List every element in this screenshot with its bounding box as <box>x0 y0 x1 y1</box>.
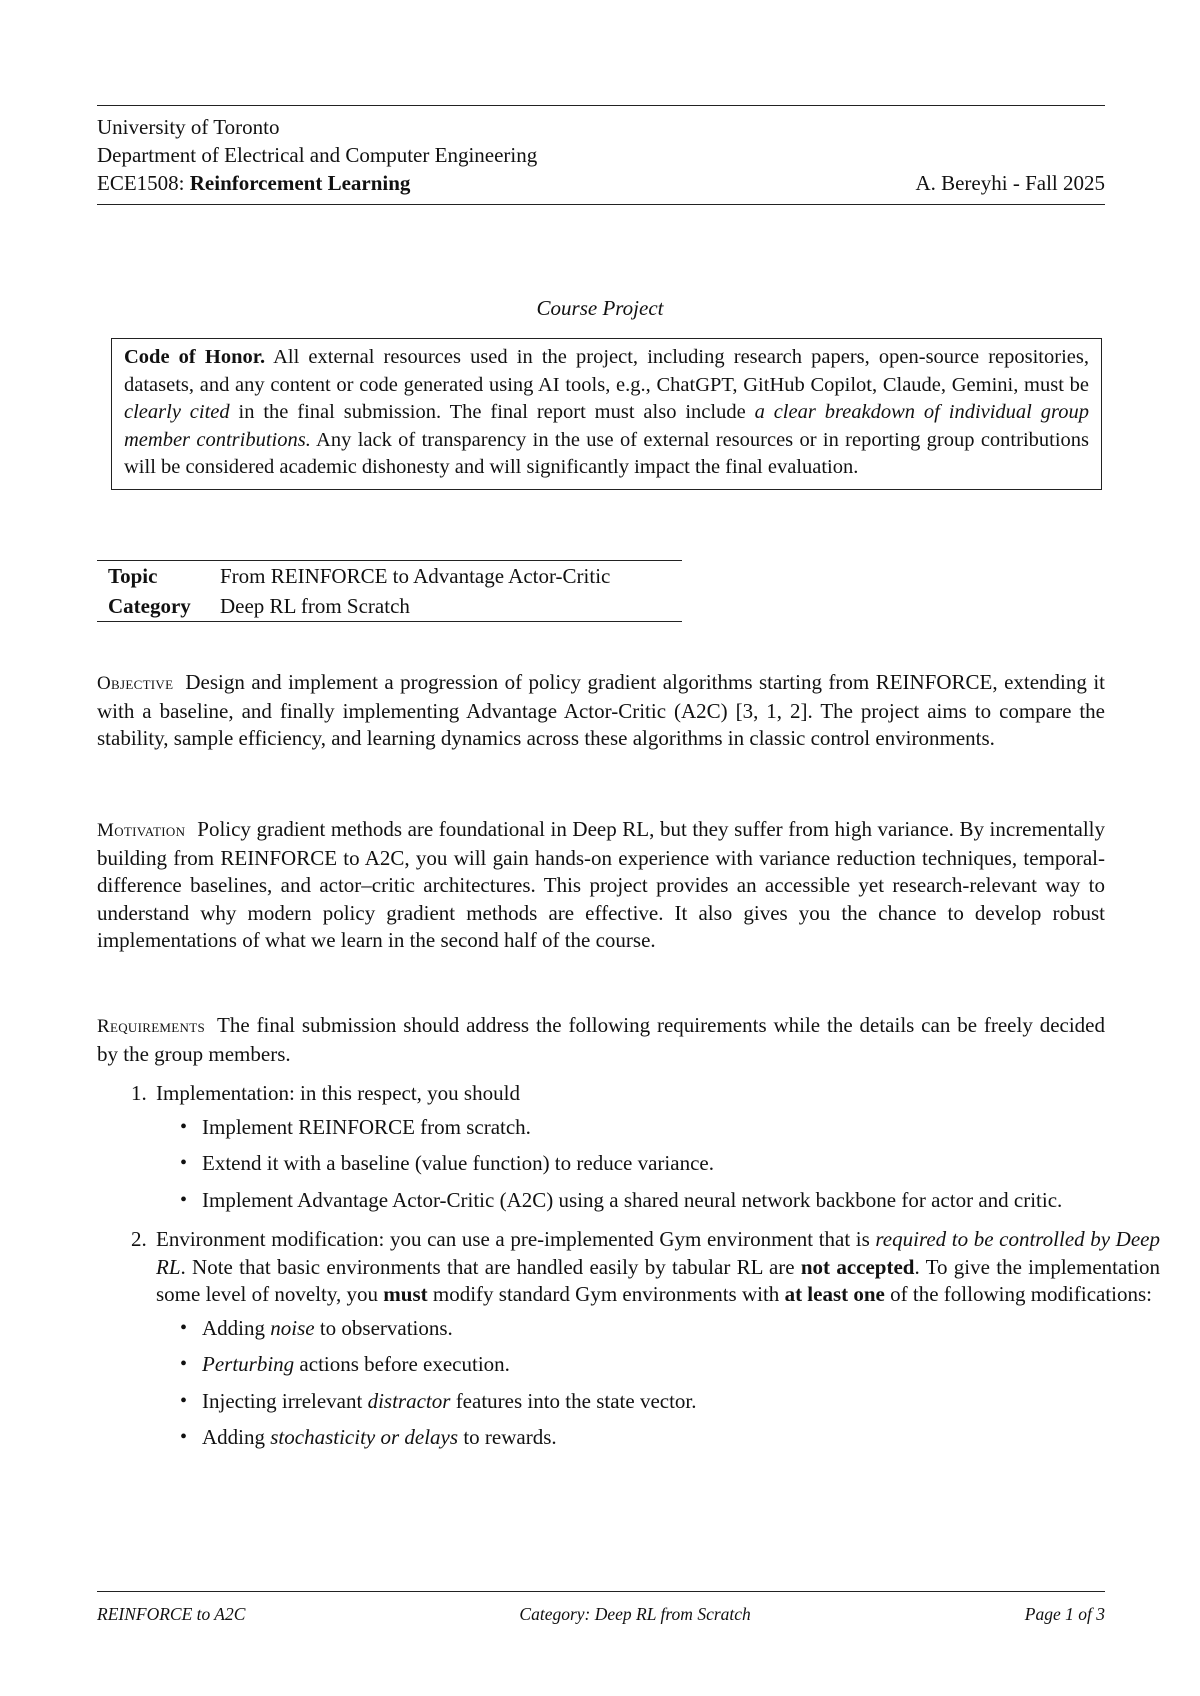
objective-section <box>97 669 1105 753</box>
footer-center: Category: Deep RL from Scratch <box>519 1604 751 1624</box>
project-meta-table <box>97 560 682 622</box>
implementation-bullets <box>156 1114 1160 1215</box>
topic-row <box>97 561 682 592</box>
motivation-section <box>97 816 1105 955</box>
modification-bullets <box>156 1315 1160 1452</box>
list-item: • Adding noise to observations. <box>202 1315 1160 1343</box>
document-title: Course Project <box>536 296 664 320</box>
requirements-list <box>97 1080 1160 1464</box>
page-header <box>97 113 1105 197</box>
list-item: • Injecting irrelevant distractor features into the state vector. <box>202 1388 1160 1416</box>
university-name: University of Toronto <box>97 115 280 139</box>
objective-heading: Objective <box>97 673 174 694</box>
requirements-intro: The final submission should address the following requirements while the details can be freely decided by the group members. <box>97 1013 1105 1066</box>
footer-rule <box>97 1591 1105 1592</box>
requirements-section <box>97 1012 1105 1068</box>
requirement-implementation: 1. Implementation: in this respect, you should • Implement REINFORCE from scratch. • Extend it with a baseline (value function) to reduce variance. • Implement Advantage Actor-Critic (A2C) using a shared neural network backbone for actor and critic. <box>152 1080 1160 1214</box>
course-name: Reinforcement Learning <box>189 171 411 195</box>
motivation-heading: Motivation <box>97 820 186 841</box>
header-top-rule <box>97 105 1105 106</box>
topic-value: From REINFORCE to Advantage Actor-Critic <box>220 564 611 588</box>
list-item: • Implement Advantage Actor-Critic (A2C) using a shared neural network backbone for actor and critic. <box>202 1187 1160 1215</box>
list-item: • Adding stochasticity or delays to rewards. <box>202 1424 1160 1452</box>
category-label: Category <box>108 594 191 618</box>
instructor-term: A. Bereyhi - Fall 2025 <box>915 171 1105 195</box>
requirement-environment: 2. Environment modification: you can use a pre-implemented Gym environment that is required to be controlled by Deep RL. Note that basic environments that are handled easily by tabular RL are not accepted. To give the implementation some level of novelty, you must modify standard Gym environments with at least one of the following modifications: • Adding noise to observations. • Perturbing actions before execution. • Injecting irrelevant distractor features into the state vector. • Adding stochasticity or delays to rewards. <box>152 1226 1160 1452</box>
course-code: ECE1508: <box>97 171 185 195</box>
department-name: Department of Electrical and Computer Engineering <box>97 143 538 167</box>
honor-label: Code of Honor. <box>124 346 266 368</box>
category-value: Deep RL from Scratch <box>220 594 410 618</box>
course-title <box>97 169 410 197</box>
list-item: • Perturbing actions before execution. <box>202 1351 1160 1379</box>
code-of-honor-box: Code of Honor. All external resources used in the project, including research papers, open-source repositories, datasets, and any content or code generated using AI tools, e.g., ChatGPT, GitHub Copilot, Claude, Gemini, must be clearly cited in the final submission. The final report must also include a clear breakdown of individual group member contributions. Any lack of transparency in the use of external resources or in reporting group contributions will be considered academic dishonesty and will significantly impact the final evaluation. <box>111 338 1102 490</box>
page-footer <box>97 1604 1105 1625</box>
footer-left: REINFORCE to A2C <box>97 1604 246 1624</box>
motivation-text: Policy gradient methods are foundational in Deep RL, but they suffer from high variance. By incrementally building from REINFORCE to A2C, you will gain hands-on experience with variance reduction techniques, temporal-difference baselines, and actor–critic architectures. This project provides an accessible yet research-relevant way to understand why modern policy gradient methods are effective. It also gives you the chance to develop robust implementations of what we learn in the second half of the course. <box>97 817 1105 952</box>
header-bottom-rule <box>97 204 1105 205</box>
list-item: • Extend it with a baseline (value function) to reduce variance. <box>202 1150 1160 1178</box>
list-item: • Implement REINFORCE from scratch. <box>202 1114 1160 1142</box>
topic-label: Topic <box>108 564 158 588</box>
page-number: Page 1 of 3 <box>1024 1604 1105 1624</box>
requirements-heading: Requirements <box>97 1016 205 1037</box>
category-row <box>97 591 682 622</box>
objective-text: Design and implement a progression of policy gradient algorithms starting from REINFORCE, extending it with a baseline, and finally implementing Advantage Actor-Critic (A2C) [3, 1, 2]. The project aims to compare the stability, sample efficiency, and learning dynamics across these algorithms in classic control environments. <box>97 670 1105 750</box>
course-row <box>97 169 1105 197</box>
